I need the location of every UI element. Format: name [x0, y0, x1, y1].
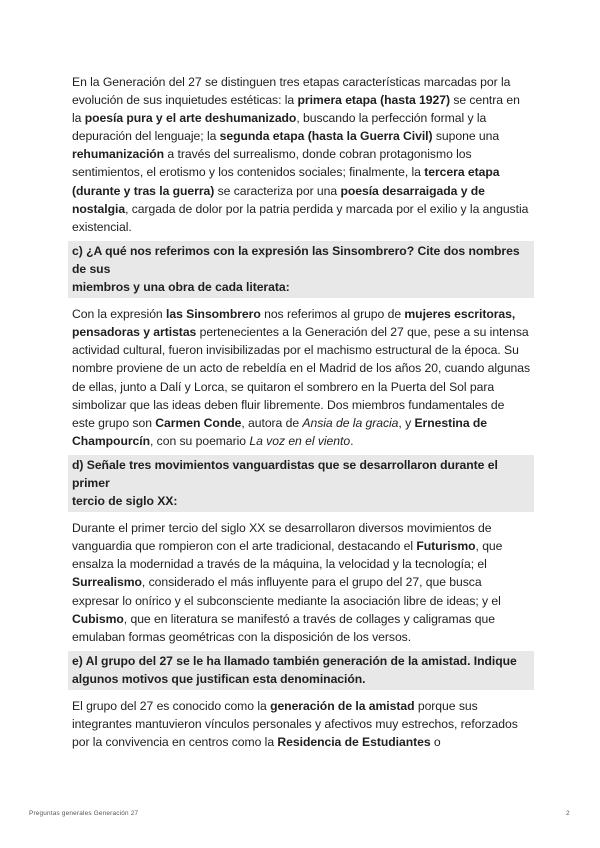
text-run: Durante el primer tercio del siglo XX se desarrollaron diversos movimientos de vanguardia que rompieron con el arte tradicional, destacando el — [72, 521, 492, 554]
question-line: c) ¿A qué nos referimos con la expresión las Sinsombrero? Cite dos nombres de sus — [72, 243, 520, 276]
footer-page-number: 2 — [566, 810, 570, 817]
bold-text: generación de la amistad — [270, 699, 415, 713]
bold-text: poesía desarraigada y de nostalgia — [72, 183, 485, 216]
text-run: , que ensalza la modernidad a través de la máquina, la velocidad y la tecnología; el — [72, 539, 503, 572]
bold-text: Futurismo — [416, 539, 476, 554]
italic-text: Ansia de la gracia — [302, 415, 399, 430]
text-run: supone una — [432, 129, 500, 144]
text-run: . — [350, 433, 354, 448]
text-run: nos referimos al grupo de — [260, 307, 405, 322]
italic-text: La voz en el viento — [249, 433, 351, 448]
bold-text: mujeres escritoras, pensadoras y artistas — [72, 307, 516, 340]
bold-text: Surrealismo — [72, 575, 142, 590]
text-run: , y — [398, 415, 415, 430]
text-run: porque sus integrantes mantuvieron vínculos personales y afectivos muy estrechos, reforzados por la convivencia en centros como la — [72, 699, 518, 750]
bold-text: rehumanización — [72, 147, 165, 162]
bold-text: Ernestina de Champourcín — [72, 415, 488, 448]
paragraph-vanguardias — [72, 519, 530, 646]
footer-document-title: Preguntas generales Generación 27 — [29, 810, 139, 817]
bold-text: las Sinsombrero — [166, 307, 261, 322]
bold-text: tercera etapa (durante y tras la guerra) — [72, 165, 500, 198]
page-content — [72, 73, 530, 751]
bold-text: Cubismo — [72, 611, 124, 626]
text-run: Con la expresión — [72, 307, 166, 322]
text-run: , que en literatura se manifestó a través de collages y caligramas que emulaban formas geométricas con la disposición de los versos. — [72, 611, 495, 644]
question-line: miembros y una obra de cada literata: — [72, 280, 290, 295]
question-c — [68, 241, 534, 298]
bold-text: primera etapa (hasta 1927) — [297, 93, 450, 108]
text-run: , con su poemario — [150, 433, 250, 448]
text-run: o — [430, 735, 441, 750]
question-line: e) Al grupo del 27 se le ha llamado también generación de la amistad. Indique algunos motivos que justifican esta denominación. — [72, 653, 517, 686]
text-run: , considerado el más influyente para el grupo del 27, que busca expresar lo onírico y el subconsciente mediante la asociación libre de ideas; y el — [72, 575, 501, 608]
bold-text: Residencia de Estudiantes — [277, 735, 431, 750]
text-run: , cargada de dolor por la patria perdida y marcada por el exilio y la angustia existencial. — [72, 201, 529, 234]
text-run: , autora de — [241, 415, 303, 430]
bold-text: Carmen Conde — [155, 415, 242, 430]
question-line: tercio de siglo XX: — [72, 494, 178, 509]
text-run: El grupo del 27 es conocido como la — [72, 699, 271, 713]
text-run: se caracteriza por una — [214, 183, 341, 198]
bold-text: segunda etapa (hasta la Guerra Civil) — [219, 129, 433, 144]
text-run: pertenecientes a la Generación del 27 que, pese a su intensa actividad cultural, fueron invisibilizadas por el machismo estructural de la época. Su nombre proviene de un acto de rebeldía en el Madrid de los años 20, cuando algunas de ellas, junto a Dalí y Lorca, se quitaron el sombrero en la Puerta del Sol para simbolizar que las ideas deben fluir libremente. Dos miembros fundamentales de este grupo son — [72, 325, 530, 430]
text-run: , buscando la perfección formal y la depuración del lenguaje; la — [72, 111, 487, 144]
question-e — [68, 651, 534, 690]
text-run: se centra en la — [72, 93, 520, 126]
paragraph-sinsombrero — [72, 305, 530, 450]
question-line: d) Señale tres movimientos vanguardistas que se desarrollaron durante el primer — [72, 457, 498, 490]
question-d — [68, 455, 534, 512]
text-run: En la Generación del 27 se distinguen tres etapas características marcadas por la evolución de sus inquietudes estéticas: la — [72, 75, 511, 108]
paragraph-amistad — [72, 697, 530, 751]
bold-text: poesía pura y el arte deshumanizado — [84, 111, 297, 126]
text-run: a través del surrealismo, donde cobran protagonismo los sentimientos, el erotismo y los contenidos sociales; finalmente, la — [72, 147, 472, 180]
paragraph-etapas — [72, 73, 530, 236]
